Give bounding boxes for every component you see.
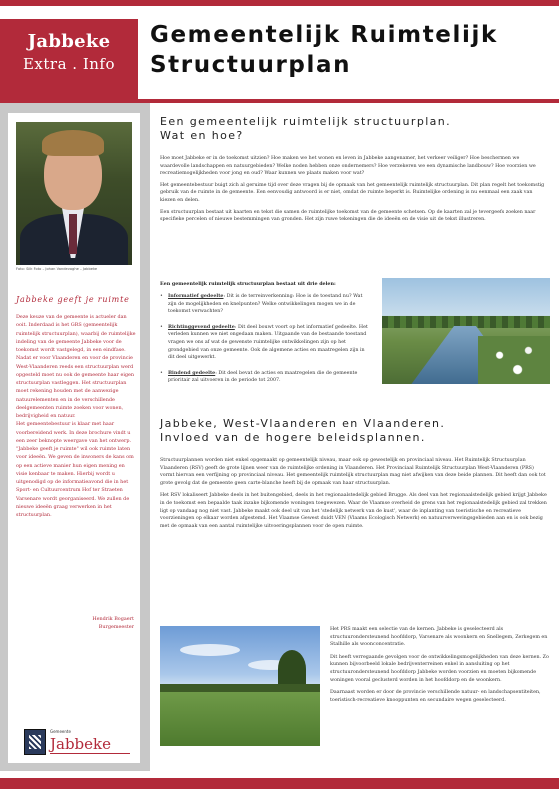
section2-heading-line-1: Jabbeke, West-Vlaanderen en Vlaanderen. — [160, 417, 446, 430]
section1-heading — [160, 115, 550, 143]
part-text: : Dit is de terreinverkenning: Hoe is de toestand nu? Wat zijn de mogelijkheden en knelpunten? Welke ontwikkelingen mogen we in de toekomst verwachten? — [168, 294, 363, 315]
logo-underline — [50, 753, 130, 754]
section2-paragraph: Het RSV lokaliseert Jabbeke deels in het buitengebied, deels in het regionaalstedelijk gebied Brugge. Als deel van het regionaalstedelijk gebied krijgt Jabbeke in de toekomst een bepaalde taak inzake bijkomende woningen toegewezen. Waar de Vlaamse overheid de grens van het regionaalstedelijk gebied zal trekken ligt op vandaag nog niet vast. Jabbeke maakt ook deel uit van het 'stedelijk netwerk van de kust', waar de inplanting van toeristische en recreatieve voorzieningen op elkaar worden afgestemd. Het Vlaamse Gewest duidt VEN (Vlaams Ecologisch Netwerk) en natuurverwevingsgebieden aan en is ook bezig met de opmaak van een aantal ruimtelijke uitvoeringsplannen voor de open ruimte. — [160, 493, 547, 529]
section1-paragraph: Hoe moet Jabbeke er in de toekomst uitzien? Hoe maken we het wonen en leven in Jabbeke aangenamer, het verkeer veiliger? Hoe beschermen we waardevolle landschappen en natuurgebieden? Welke noden hebben onze ondernemers? Hoe verzekeren we een dynamische landbouw? Hoe voorzien we recreatiemogelijkheden voor jong en oud? Waar kunnen we plaats maken voor wat? — [160, 156, 536, 177]
parts-title-text: Een gemeentelijk ruimtelijk structuurplan bestaat uit drie delen: — [160, 281, 336, 287]
section1-paragraph: Het gemeentebestuur buigt zich al geruime tijd over deze vragen bij de opmaak van het gemeentelijk ruimtelijk structuurplan. Dit plan regelt het toekomstig gebruik van de ruimte in de gemeente. Een eenvoudig antwoord is er niet, omdat de ruimte beperkt is. Ruimtelijke ordening is nu eenmaal een zaak van kiezen en delen. — [160, 182, 545, 203]
photo-tie — [69, 214, 77, 254]
logo-small-text: Gemeente — [50, 729, 71, 734]
section1-heading-line-1: Een gemeentelijk ruimtelijk structuurplan. — [160, 115, 452, 128]
list-item — [160, 324, 370, 362]
photo-cloud — [180, 644, 240, 656]
parts-title — [160, 281, 370, 289]
part-label: Bindend gedeelte — [168, 369, 216, 376]
section2-side-text — [330, 626, 550, 709]
brand-name: Jabbeke — [27, 31, 111, 52]
sidebar-paragraph: "Jabbeke geeft je ruimte" wil ook ruimte laten voor ideeën. We geven de inwoners de kans om op een actieve manier hun eigen mening en visie kenbaar te maken. Hierbij wordt u uitgenodigd op de informatieavond die in het Sport- en Cultuurcentrum Hof ter Straeten Varsenare wordt georganiseerd. We zullen de nieuwe ideeën graag verwerken in het structuurplan. — [16, 446, 134, 518]
section2-side-paragraph: Het PRS maakt een selectie van de kernen. Jabbeke is geselecteerd als structuurondersteunend hoofddorp, Varsenare als woonkern en Snellegem, Zerkegem en Stalhille als woonconcentratie. — [330, 627, 548, 648]
meadow-landscape-photo — [160, 626, 320, 746]
coat-of-arms-icon — [24, 729, 46, 755]
logo-name: Jabbeke — [50, 735, 112, 753]
signature — [16, 615, 134, 631]
section2-body — [160, 457, 548, 535]
photo-tree — [278, 650, 306, 688]
masthead-title-block — [150, 20, 550, 98]
part-label: Richtinggevend gedeelte — [168, 323, 235, 330]
section2-paragraph: Structuurplannen worden niet enkel opgemaakt op gemeentelijk niveau, maar ook op gewestelijk en provinciaal niveau. Het Ruimtelijk Structuurplan Vlaanderen (RSV) geeft de grote lijnen weer van de ruimtelijke ordening in Vlaanderen. Het Provinciaal Ruimtelijk Structuurplan West-Vlaanderen (PRS) vormt hiervan een verfijning op provinciaal niveau. Het gemeentelijk ruimtelijk structuurplan mag niet afwijken van deze beide plannen. Dit heeft dan ook tot grote gevolg dat de gemeente geen carte-blanche heeft bij de opmaak van haar structuurplan. — [160, 458, 546, 486]
main-content — [160, 103, 550, 771]
municipality-logo — [24, 727, 136, 757]
page-title-line-2: Structuurplan — [150, 52, 352, 78]
masthead-brand-block — [0, 19, 138, 99]
sidebar — [0, 103, 150, 771]
bottom-accent-bar — [0, 778, 559, 789]
parts-list — [160, 293, 370, 393]
signature-name: Hendrik Bogaert — [92, 616, 134, 622]
list-item — [160, 293, 370, 316]
section1-heading-line-2: Wat en hoe? — [160, 129, 244, 142]
section2-side-paragraph: Daarnaast worden er door de provincie verschillende natuur- en landschapsentiteiten, toeristisch-recreatieve knooppunten en secundaire wegen geselecteerd. — [330, 690, 541, 703]
page-title-line-1: Gemeentelijk Ruimtelijk — [150, 22, 498, 48]
sidebar-panel — [8, 113, 140, 763]
part-text: : Dit deel bouwt voort op het informatief gedeelte. Het verleden kunnen we niet ongedaan maken. Uitgaande van de bestaande toestand vragen we ons af wat de gewenste ruimtelijke ontwikkelingen zijn op het grondgebied van onze gemeente. Ook de algemene acties en maatregelen zijn in dit deel uitgewerkt. — [168, 324, 368, 361]
part-text: : Dit deel bevat de acties en maatregelen die de gemeente prioritair zal uitvoeren in de periode tot 2007. — [168, 370, 358, 384]
photo-hedge — [160, 684, 320, 692]
canal-landscape-photo — [382, 278, 550, 384]
list-item — [160, 370, 370, 385]
sidebar-paragraph: Het gemeentebestuur is klaar met haar voorbereidend werk. In deze brochure vindt u een zeer beknopte weergave van het ontwerp. — [16, 421, 132, 444]
sidebar-paragraph: Deze keuze van de gemeente is actueler dan ooit. Inderdaad is het GRS (gemeentelijk ruimtelijk structuurplan), waarbij de ruimtelijke indeling van de gemeente Jabbeke voor de toekomst wordt vastgelegd, in een eindfase. Nadat er voor Vlaanderen en voor de provincie West-Vlaanderen reeds een structuurplan werd opgesteld moet nu ook de gemeente haar eigen structuurplan vastleggen. Het structuurplan moet rekening houden met de aanwezige natuurelementen en in de verschillende deelgemeenten ruimte zoeken voor wonen, bedrijvigheid en natuur. — [16, 314, 136, 419]
section2-side-paragraph: Dit heeft verregaande gevolgen voor de ontwikkelingsmogelijkheden van deze kernen. Zo kunnen bijvoorbeeld lokale bedrijventerreinen enkel in aansluiting op het structuurondersteunend hoofddorp Jabbeke worden voorzien en moeten bijkomende woningen vooral geclusterd worden in het hoofddorp en de woonkern. — [330, 654, 549, 683]
brand-subtitle: Extra . Info — [22, 55, 116, 73]
signature-role: Burgemeester — [98, 624, 134, 630]
section2-heading-line-2: Invloed van de hogere beleidsplannen. — [160, 431, 426, 444]
photo-caption: Foto: Silk Foto – Johan Vandevoghe – Jabbeke — [16, 267, 98, 271]
section2-heading — [160, 417, 550, 445]
sidebar-heading: Jabbeke geeft je ruimte — [16, 295, 130, 304]
mayor-photo — [16, 122, 132, 265]
photo-hair — [42, 130, 104, 156]
photo-flowers — [478, 336, 550, 384]
section1-paragraph: Een structuurplan bestaat uit kaarten en tekst die samen de ruimtelijke toekomst van de gemeente schetsen. Op de kaarten zal je tevergeefs zoeken naar specifieke percelen of nieuwe bestemmingen van gronden. Het zijn ruwe tekeningen die de ideeën en de visie uit de tekst illustreren. — [160, 209, 536, 223]
section1-intro — [160, 155, 548, 228]
top-spacer — [0, 6, 559, 19]
part-label: Informatief gedeelte — [168, 293, 224, 299]
sidebar-text — [16, 313, 136, 519]
